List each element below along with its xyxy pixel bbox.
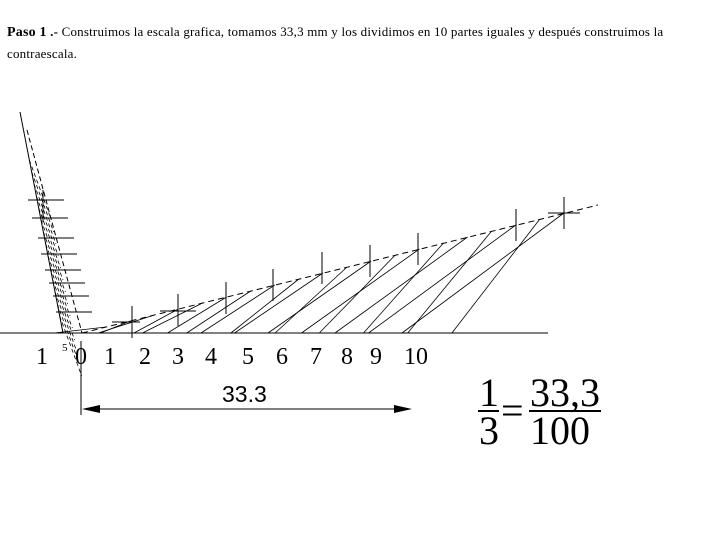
hatch-line: [98, 315, 154, 333]
parallel-line-6: [268, 261, 371, 333]
scale-label-6: 5: [242, 344, 254, 370]
formula-rhs-denominator: 100: [530, 408, 590, 453]
counter-scale-small-label: 5: [62, 342, 68, 354]
counter-hatch-line: [50, 268, 72, 328]
scale-label-8: 7: [310, 344, 322, 370]
scale-label-10: 9: [370, 344, 382, 370]
hatch-line: [231, 279, 299, 333]
dimension-arrowhead-right: [394, 405, 412, 413]
dashed-inclined-line: [82, 205, 598, 333]
step-title: Paso 1: [7, 25, 47, 40]
counter-hatch-line: [36, 196, 58, 256]
scale-formula: [478, 370, 601, 453]
hatch-line: [452, 219, 540, 333]
scale-label-2: 1: [104, 344, 116, 370]
counter-scale-dashed-line: [27, 130, 82, 333]
scale-label-7: 6: [276, 344, 288, 370]
scale-label-4: 3: [172, 344, 184, 370]
counter-hatch-line: [34, 184, 56, 244]
parallel-line-3: [168, 297, 227, 333]
parallel-line-4: [201, 285, 275, 333]
scale-label-5: 4: [205, 344, 217, 370]
scale-label-9: 8: [341, 344, 353, 370]
hatch-line: [408, 231, 492, 333]
counter-hatch-line: [46, 244, 68, 304]
step-separator: .-: [46, 24, 62, 39]
parallel-line-10: [402, 213, 564, 333]
counter-scale: [20, 112, 92, 376]
division-construction: [54, 197, 598, 338]
counter-hatch-line: [29, 160, 51, 220]
counter-hatch-line: [48, 256, 70, 316]
scale-label-3: 2: [139, 344, 151, 370]
dimension-arrowhead-left: [82, 405, 100, 413]
formula-lhs-denominator: 3: [479, 408, 499, 453]
formula-lhs-numerator: 1: [479, 370, 499, 415]
step-description: Construimos la escala grafica, tomamos 33,3 mm y los dividimos en 10 partes iguales y después construimos la contraescala.: [7, 24, 664, 61]
scale-labels: [36, 344, 428, 370]
scale-label-0: 1: [36, 344, 48, 370]
counter-scale-solid-line: [20, 112, 63, 333]
scale-label-11: 10: [404, 344, 428, 370]
scale-label-1: 0: [75, 344, 87, 370]
formula-rhs-numerator: 33,3: [530, 370, 600, 415]
parallel-line-2: [134, 309, 178, 333]
hatch-line: [187, 291, 251, 333]
hatch-line: [275, 267, 347, 333]
formula-equals: =: [501, 388, 524, 433]
dimension-value: 33.3: [222, 381, 267, 407]
parallel-division-lines: [54, 213, 564, 333]
counter-scale-ticks: [28, 190, 92, 312]
hatch-line: [364, 243, 444, 333]
